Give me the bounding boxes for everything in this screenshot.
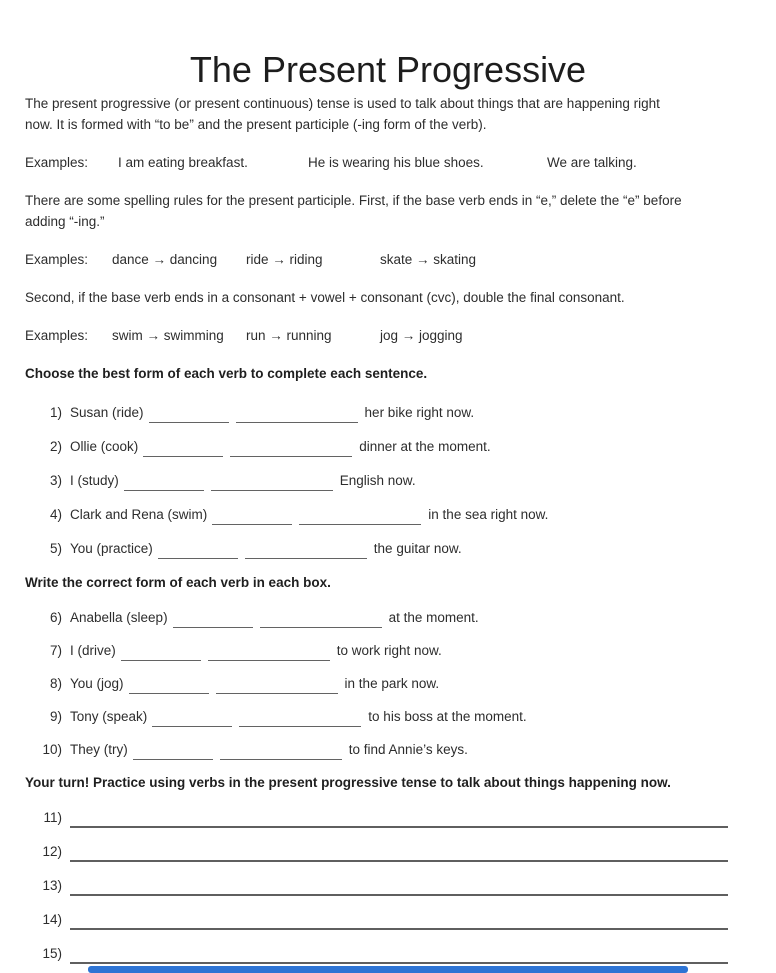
answer-blank-1[interactable] <box>152 711 232 727</box>
exercise-item-5 <box>25 538 751 559</box>
exercise-item-6 <box>25 607 751 628</box>
answer-blank-2[interactable] <box>260 612 382 628</box>
horizontal-scrollbar-thumb[interactable] <box>88 966 688 973</box>
answer-blank-2[interactable] <box>245 543 367 559</box>
answer-blank-1[interactable] <box>173 612 253 628</box>
item-number: 4) <box>49 507 62 522</box>
item-number: 12) <box>42 844 62 859</box>
item-number: 2) <box>49 439 62 454</box>
section-heading-write: Write the correct form of each verb in each box. <box>25 575 331 590</box>
intro-line-1: The present progressive (or present continuous) tense is used to talk about things that are happening right <box>25 96 660 111</box>
writing-line[interactable] <box>70 912 728 930</box>
writing-line[interactable] <box>70 844 728 862</box>
item-post-text: to find Annie’s keys. <box>348 742 468 757</box>
writing-line[interactable] <box>70 878 728 896</box>
exercise-list-write <box>25 607 751 760</box>
examples-row-sentences <box>25 152 751 173</box>
item-number: 10) <box>42 742 62 757</box>
answer-blank-2[interactable] <box>208 645 330 661</box>
rule-cvc-paragraph <box>25 287 751 308</box>
item-pre-text: Tony (speak) <box>70 709 148 724</box>
example-e-verb-2: ride → riding <box>246 252 323 267</box>
section-heading-choose: Choose the best form of each verb to complete each sentence. <box>25 366 428 381</box>
item-pre-text: I (study) <box>70 473 119 488</box>
examples-label: Examples: <box>25 328 89 343</box>
item-pre-text: You (jog) <box>70 676 124 691</box>
answer-blank-1[interactable] <box>212 509 292 525</box>
rule-e-line-2: adding “-ing.” <box>25 214 105 229</box>
section-heading-your-turn: Your turn! Practice using verbs in the present progressive tense to talk about things happening now. <box>25 775 671 790</box>
item-pre-text: I (drive) <box>70 643 116 658</box>
item-post-text: the guitar now. <box>373 541 462 556</box>
answer-blank-1[interactable] <box>158 543 238 559</box>
rule-e-line-1: There are some spelling rules for the present participle. First, if the base verb ends in “e,” delete the “e” before <box>25 193 682 208</box>
answer-blank-1[interactable] <box>129 678 209 694</box>
example-cvc-verb-3: jog → jogging <box>380 328 463 343</box>
item-number: 5) <box>49 541 62 556</box>
exercise-list-your-turn <box>25 807 751 964</box>
exercise-item-2 <box>25 436 751 457</box>
rule-e-paragraph <box>25 190 751 232</box>
item-number: 13) <box>42 878 62 893</box>
answer-blank-2[interactable] <box>230 441 352 457</box>
exercise-item-10 <box>25 739 751 760</box>
item-post-text: English now. <box>339 473 416 488</box>
item-post-text: in the park now. <box>344 676 440 691</box>
item-pre-text: You (practice) <box>70 541 153 556</box>
example-cvc-verb-2: run → running <box>246 328 332 343</box>
exercise-item-9 <box>25 706 751 727</box>
item-pre-text: Clark and Rena (swim) <box>70 507 208 522</box>
examples-label: Examples: <box>25 252 89 267</box>
exercise-list-choose <box>25 402 751 559</box>
example-sentence-1: I am eating breakfast. <box>118 155 248 170</box>
item-post-text: at the moment. <box>388 610 479 625</box>
item-number: 1) <box>49 405 62 420</box>
answer-blank-2[interactable] <box>236 407 358 423</box>
item-pre-text: Susan (ride) <box>70 405 144 420</box>
item-number: 9) <box>49 709 62 724</box>
answer-blank-1[interactable] <box>124 475 204 491</box>
exercise-item-12 <box>25 841 751 862</box>
item-number: 8) <box>49 676 62 691</box>
item-number: 6) <box>49 610 62 625</box>
writing-line[interactable] <box>70 810 728 828</box>
page-title: The Present Progressive <box>189 49 587 90</box>
exercise-item-15 <box>25 943 751 964</box>
example-sentence-3: We are talking. <box>547 155 637 170</box>
answer-blank-2[interactable] <box>211 475 333 491</box>
item-number: 11) <box>43 810 62 825</box>
item-number: 3) <box>49 473 62 488</box>
item-number: 15) <box>42 946 62 961</box>
writing-line[interactable] <box>70 946 728 964</box>
exercise-item-14 <box>25 909 751 930</box>
answer-blank-1[interactable] <box>143 441 223 457</box>
exercise-item-11 <box>25 807 751 828</box>
item-number: 14) <box>42 912 62 927</box>
item-post-text: to work right now. <box>336 643 442 658</box>
intro-paragraph <box>25 93 751 135</box>
examples-label: Examples: <box>25 155 89 170</box>
answer-blank-1[interactable] <box>133 744 213 760</box>
exercise-item-13 <box>25 875 751 896</box>
item-number: 7) <box>49 643 62 658</box>
item-post-text: dinner at the moment. <box>359 439 491 454</box>
item-post-text: in the sea right now. <box>428 507 549 522</box>
answer-blank-1[interactable] <box>121 645 201 661</box>
answer-blank-1[interactable] <box>149 407 229 423</box>
examples-row-cvc-verbs <box>25 325 751 346</box>
answer-blank-2[interactable] <box>220 744 342 760</box>
rule-cvc-line-1: Second, if the base verb ends in a consonant + vowel + consonant (cvc), double the final consonant. <box>25 290 625 305</box>
item-pre-text: They (try) <box>70 742 128 757</box>
item-pre-text: Ollie (cook) <box>70 439 139 454</box>
item-post-text: to his boss at the moment. <box>368 709 527 724</box>
exercise-item-1 <box>25 402 751 423</box>
intro-line-2: now. It is formed with “to be” and the present participle (-ing form of the verb). <box>25 117 487 132</box>
exercise-item-7 <box>25 640 751 661</box>
answer-blank-2[interactable] <box>239 711 361 727</box>
exercise-item-8 <box>25 673 751 694</box>
example-e-verb-3: skate → skating <box>380 252 477 267</box>
answer-blank-2[interactable] <box>216 678 338 694</box>
example-cvc-verb-1: swim → swimming <box>112 328 224 343</box>
answer-blank-2[interactable] <box>299 509 421 525</box>
exercise-item-3 <box>25 470 751 491</box>
exercise-item-4 <box>25 504 751 525</box>
example-sentence-2: He is wearing his blue shoes. <box>308 155 484 170</box>
item-post-text: her bike right now. <box>364 405 475 420</box>
item-pre-text: Anabella (sleep) <box>70 610 168 625</box>
examples-row-e-verbs <box>25 249 751 270</box>
example-e-verb-1: dance → dancing <box>112 252 218 267</box>
